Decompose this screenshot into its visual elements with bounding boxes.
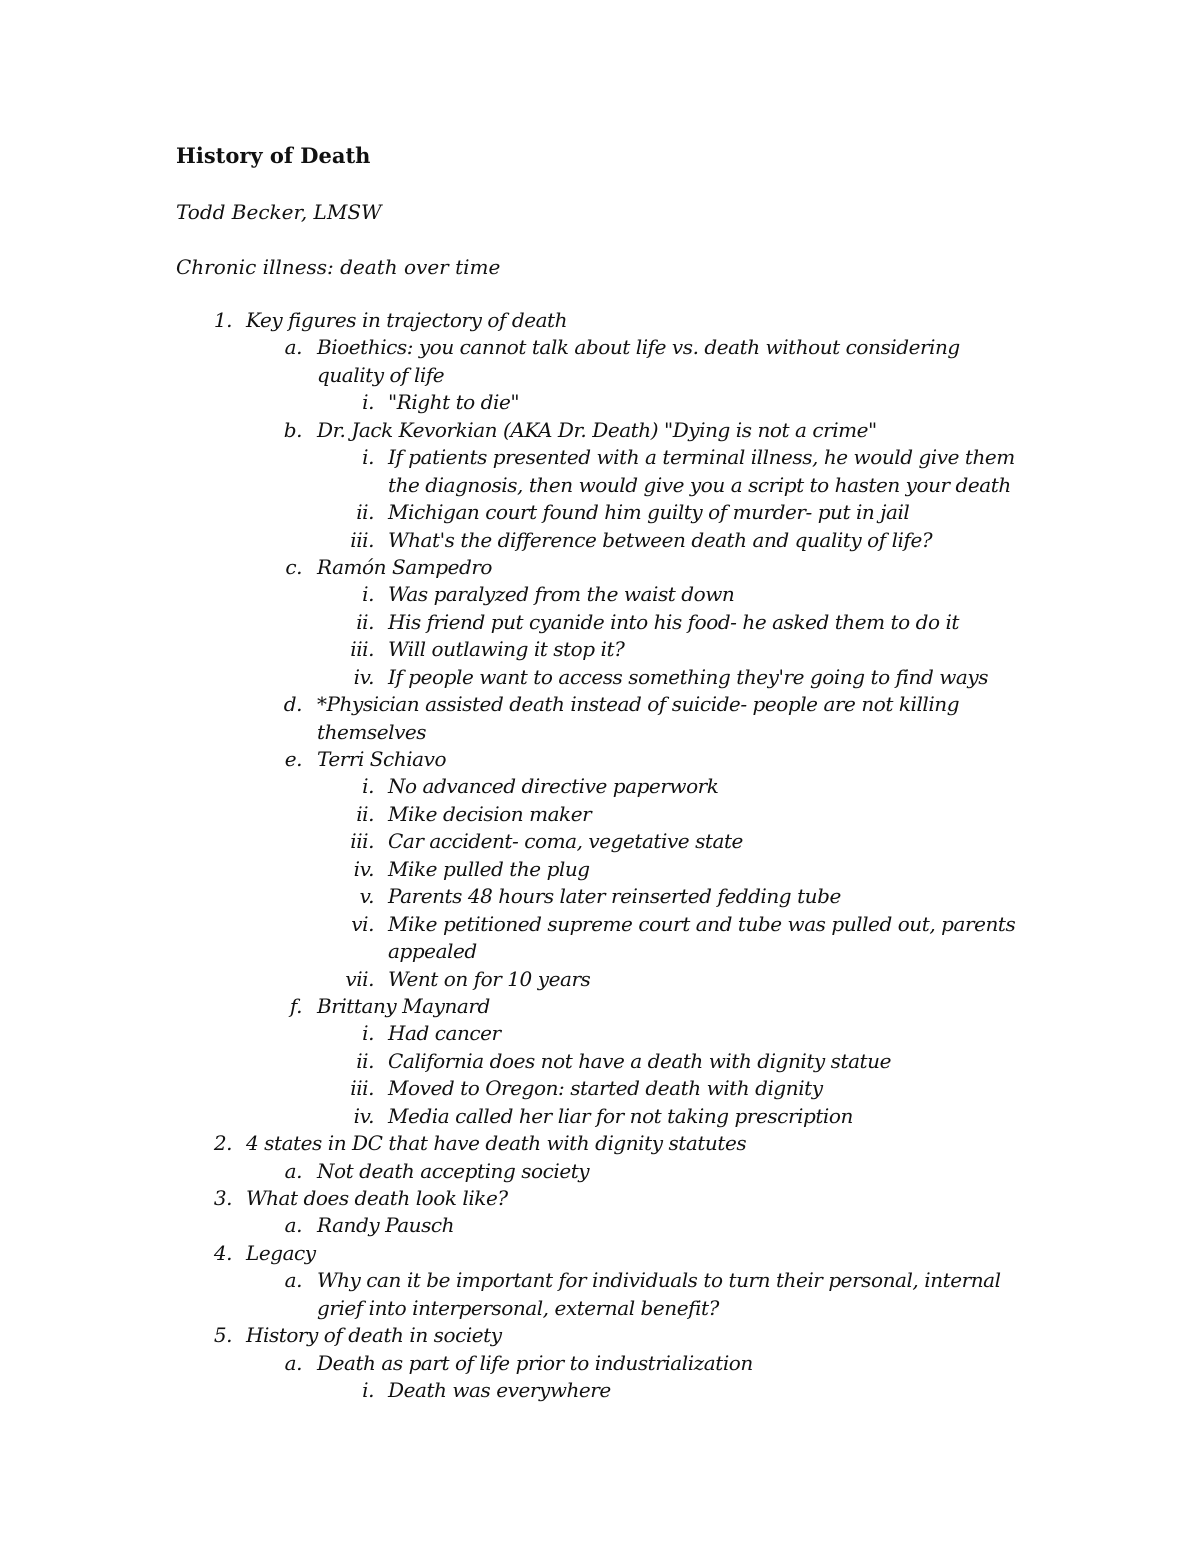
outline-marker: vi. — [351, 911, 374, 936]
outline-item — [0, 664, 1200, 691]
outline-item — [0, 801, 1200, 828]
outline-marker: a. — [284, 1213, 302, 1238]
outline-marker: iii. — [350, 637, 374, 662]
outline-item — [0, 1158, 1200, 1185]
outline-text: 4 states in DC that have death with dignity statutes — [246, 1131, 747, 1156]
outline-text: Had cancer — [388, 1021, 501, 1046]
outline-marker: vii. — [345, 966, 374, 991]
outline-text: quality of life — [317, 362, 445, 387]
outline-marker: i. — [362, 774, 374, 799]
outline-marker: e. — [284, 747, 302, 771]
outline-marker: c. — [285, 554, 302, 579]
outline-text: What's the difference between death and quality of life? — [388, 527, 933, 552]
outline-text: Mike petitioned supreme court and tube was pulled out, parents — [388, 911, 1016, 936]
outline-text: Key figures in trajectory of death — [246, 308, 568, 332]
outline-text: What does death look like? — [246, 1186, 508, 1210]
outline-text: Mike decision maker — [388, 801, 592, 826]
outline-marker: d. — [283, 692, 302, 717]
outline-item — [0, 444, 1200, 471]
outline-item — [0, 636, 1200, 663]
outline-marker: 5. — [213, 1323, 232, 1348]
outline-text: Why can it be important for individuals to turn their personal, internal — [317, 1268, 1001, 1293]
outline-marker: b. — [283, 417, 302, 442]
outline-marker: ii. — [356, 801, 374, 826]
outline-item — [0, 362, 1200, 389]
outline-item — [0, 307, 1200, 334]
outline-item — [0, 1212, 1200, 1239]
outline-marker: 2. — [213, 1131, 232, 1156]
outline-marker: a. — [284, 335, 302, 360]
outline-item — [0, 1048, 1200, 1075]
outline-marker: iv. — [353, 856, 374, 881]
outline-text: History of death in society — [246, 1323, 502, 1348]
outline-marker: 3. — [213, 1186, 232, 1210]
outline-item — [0, 719, 1200, 746]
outline-item — [0, 1020, 1200, 1047]
outline-marker: a. — [284, 1268, 302, 1293]
outline-item — [0, 966, 1200, 993]
outline-text: Will outlawing it stop it? — [388, 637, 625, 662]
outline-item — [0, 417, 1200, 444]
outline-marker: f. — [289, 993, 302, 1018]
outline-text: If patients presented with a terminal illness, he would give them — [388, 445, 1015, 470]
outline-marker: a. — [284, 1158, 302, 1183]
outline-item — [0, 527, 1200, 554]
outline-marker: iv. — [353, 664, 374, 689]
outline-text: Not death accepting society — [317, 1158, 590, 1183]
outline-text: "Right to die" — [388, 390, 520, 415]
outline-marker: iii. — [350, 829, 374, 854]
outline-text: Dr. Jack Kevorkian (AKA Dr. Death) "Dying is not a crime" — [317, 417, 877, 442]
outline-text: Brittany Maynard — [317, 993, 490, 1018]
outline-item — [0, 581, 1200, 608]
outline-item — [0, 691, 1200, 718]
outline-text: His friend put cyanide into his food- he asked them to do it — [388, 609, 960, 634]
outline-marker: iii. — [350, 1076, 374, 1101]
outline-item — [0, 1185, 1200, 1212]
outline-list — [0, 307, 1200, 1405]
outline-text: Parents 48 hours later reinserted fedding tube — [388, 884, 841, 909]
outline-text: appealed — [388, 939, 477, 964]
outline-text: grief into interpersonal, external benefit? — [317, 1295, 719, 1320]
outline-marker: ii. — [356, 609, 374, 634]
outline-item — [0, 828, 1200, 855]
outline-text: Death as part of life prior to industrialization — [317, 1350, 753, 1375]
outline-text: Death was everywhere — [388, 1378, 611, 1403]
outline-text: Terri Schiavo — [317, 747, 447, 771]
outline-item — [0, 499, 1200, 526]
outline-text: Legacy — [246, 1240, 316, 1265]
outline-text: Media called her liar for not taking prescription — [388, 1103, 853, 1128]
outline-text: Bioethics: you cannot talk about life vs. death without considering — [317, 335, 960, 360]
outline-item — [0, 609, 1200, 636]
outline-text: Moved to Oregon: started death with dignity — [388, 1076, 823, 1101]
outline-marker: a. — [284, 1350, 302, 1375]
outline-marker: iii. — [350, 527, 374, 552]
outline-item — [0, 1267, 1200, 1294]
outline-marker: i. — [362, 1378, 374, 1403]
outline-item — [0, 773, 1200, 800]
outline-text: Michigan court found him guilty of murder- put in jail — [388, 500, 910, 525]
outline-text: Randy Pausch — [317, 1213, 455, 1238]
outline-item — [0, 1103, 1200, 1130]
outline-text: No advanced directive paperwork — [388, 774, 719, 799]
outline-text: Went on for 10 years — [388, 966, 591, 991]
outline-item — [0, 993, 1200, 1020]
outline-item — [0, 554, 1200, 581]
outline-text: If people want to access something they're going to find ways — [388, 664, 989, 689]
outline-marker: 4. — [213, 1240, 232, 1265]
outline-item — [0, 746, 1200, 773]
outline-item — [0, 334, 1200, 361]
outline-item — [0, 1377, 1200, 1404]
outline-item — [0, 856, 1200, 883]
outline-marker: 1. — [213, 308, 232, 332]
outline-marker: iv. — [353, 1103, 374, 1128]
outline-item — [0, 1240, 1200, 1267]
outline-item — [0, 938, 1200, 965]
outline-text: Mike pulled the plug — [388, 856, 590, 881]
outline-item — [0, 1350, 1200, 1377]
outline-marker: i. — [362, 445, 374, 470]
outline-item — [0, 472, 1200, 499]
outline-marker: v. — [359, 884, 374, 909]
outline-text: Car accident- coma, vegetative state — [388, 829, 743, 854]
outline-item — [0, 1130, 1200, 1157]
outline-marker: ii. — [356, 1048, 374, 1073]
outline-text: Was paralyzed from the waist down — [388, 582, 735, 607]
outline-marker: i. — [362, 390, 374, 415]
outline-marker: ii. — [356, 500, 374, 525]
outline-item — [0, 1295, 1200, 1322]
document-subtitle: Chronic illness: death over time — [176, 255, 501, 279]
outline-item — [0, 883, 1200, 910]
outline-item — [0, 911, 1200, 938]
outline-item — [0, 1075, 1200, 1102]
outline-text: the diagnosis, then would give you a script to hasten your death — [388, 472, 1011, 497]
outline-text: California does not have a death with dignity statue — [388, 1048, 891, 1073]
document-title: History of Death — [176, 143, 371, 168]
author-line: Todd Becker, LMSW — [176, 200, 382, 224]
outline-item — [0, 1322, 1200, 1349]
outline-text: *Physician assisted death instead of suicide- people are not killing — [317, 692, 960, 717]
outline-marker: i. — [362, 1021, 374, 1046]
outline-item — [0, 389, 1200, 416]
outline-marker: i. — [362, 582, 374, 607]
outline-text: Ramón Sampedro — [317, 554, 493, 579]
outline-text: themselves — [317, 719, 427, 744]
